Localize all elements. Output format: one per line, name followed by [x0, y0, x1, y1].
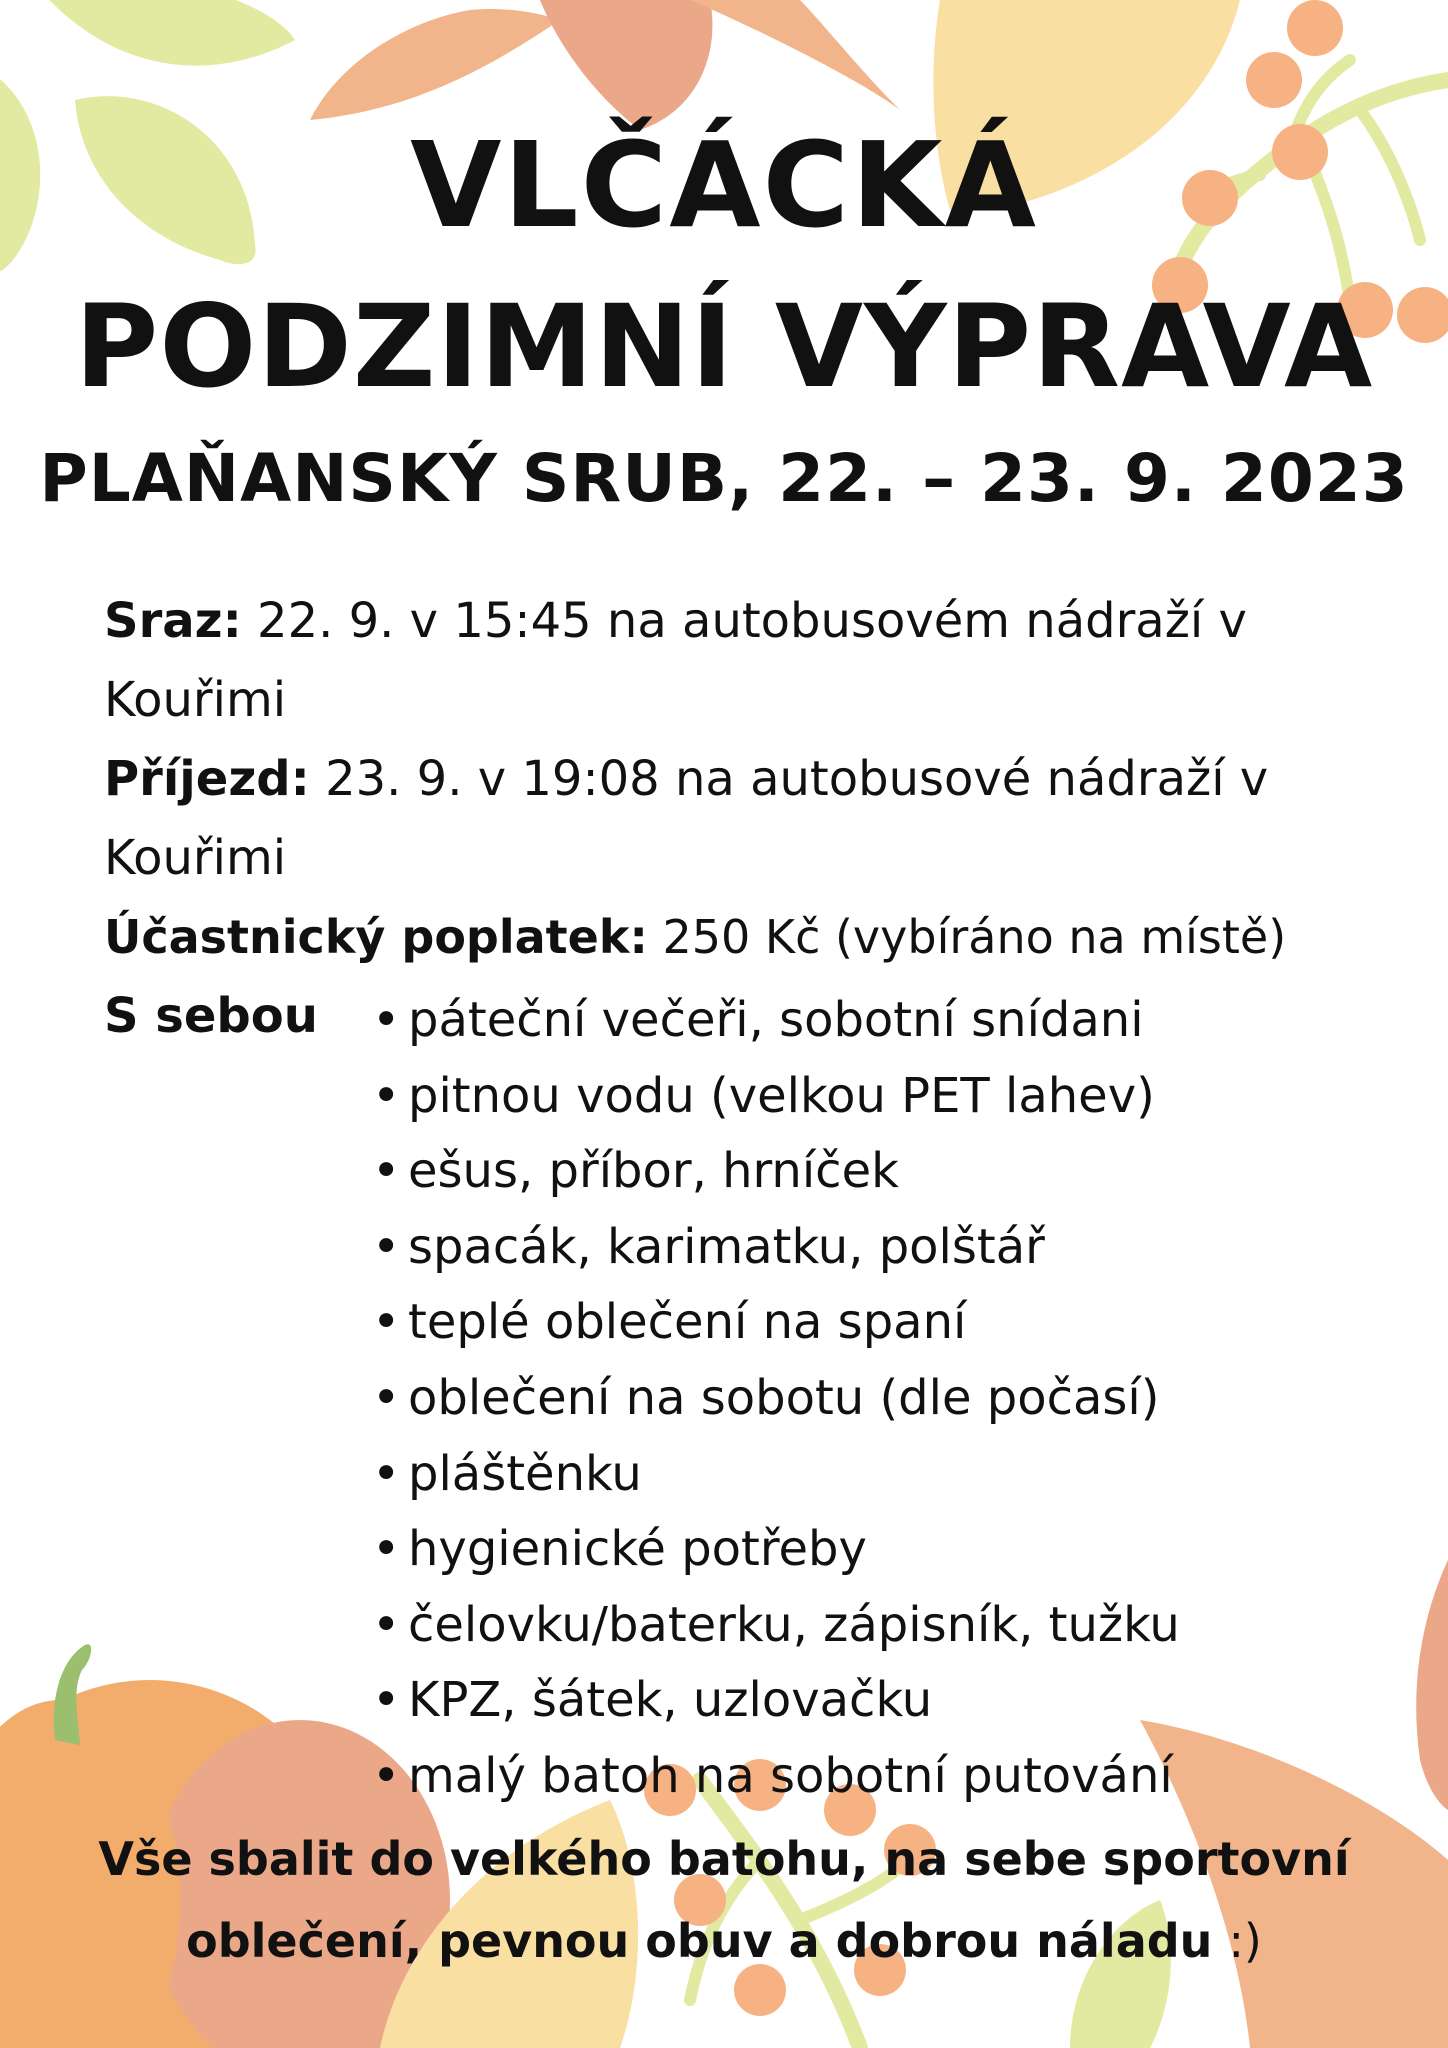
packing-item: • oblečení na sobotu (dle počasí): [368, 1361, 1180, 1437]
meet-info: [104, 582, 1424, 740]
meet-text: 22. 9. v 15:45 na autobusovém nádraží v: [257, 593, 1247, 649]
subtitle-place-date: PLAŇANSKÝ SRUB, 22. – 23. 9. 2023: [39, 440, 1409, 517]
packing-label: S sebou: [104, 988, 318, 1044]
packing-item: • hygienické potřeby: [368, 1512, 1180, 1588]
packing-item: • spacák, karimatku, polštář: [368, 1210, 1180, 1286]
title-line-1: VLČÁCKÁ: [410, 116, 1038, 254]
packing-item: • páteční večeři, sobotní snídani: [368, 983, 1180, 1059]
title-line-2: PODZIMNÍ VÝPRAVA: [74, 280, 1374, 413]
packing-item: • malý batoh na sobotní putování: [368, 1739, 1180, 1815]
arrival-text-line-2: Kouřimi: [104, 830, 287, 886]
packing-list: [368, 983, 1180, 1815]
closing-line-2: oblečení, pevnou obuv a dobrou náladu: [186, 1914, 1213, 1968]
arrival-label: Příjezd:: [104, 751, 310, 807]
closing-line-1: Vše sbalit do velkého batohu, na sebe sportovní: [98, 1832, 1350, 1886]
smiley: :): [1228, 1914, 1262, 1968]
fee-info: [104, 898, 1424, 977]
meet-text-line-2: Kouřimi: [104, 672, 287, 728]
packing-item: • čelovku/baterku, zápisník, tužku: [368, 1588, 1180, 1664]
packing-item: • ešus, příbor, hrníček: [368, 1134, 1180, 1210]
arrival-info: [104, 740, 1424, 898]
packing-item: • KPZ, šátek, uzlovačku: [368, 1663, 1180, 1739]
fee-label: Účastnický poplatek:: [104, 910, 648, 964]
closing-note: [0, 1818, 1448, 1982]
arrival-text: 23. 9. v 19:08 na autobusové nádraží v: [325, 751, 1269, 807]
meet-label: Sraz:: [104, 593, 242, 649]
packing-item: • pláštěnku: [368, 1437, 1180, 1513]
packing-item: • pitnou vodu (velkou PET lahev): [368, 1059, 1180, 1135]
packing-item: • teplé oblečení na spaní: [368, 1285, 1180, 1361]
fee-text: 250 Kč (vybíráno na místě): [662, 910, 1287, 964]
